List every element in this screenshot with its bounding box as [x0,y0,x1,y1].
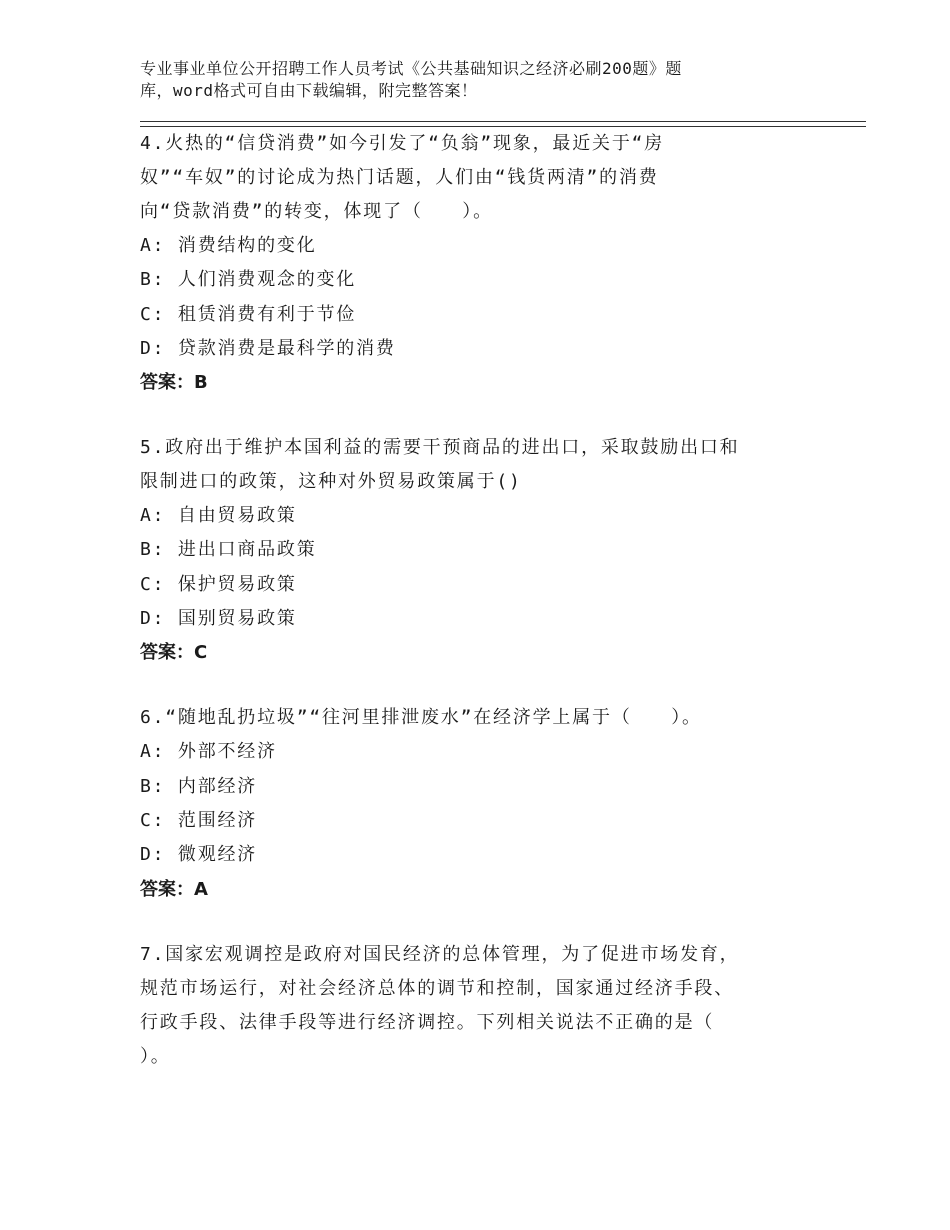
header-line-1: 专业事业单位公开招聘工作人员考试《公共基础知识之经济必刷200题》题 [140,59,682,78]
question-stem: 7.国家宏观调控是政府对国民经济的总体管理，为了促进市场发育， [140,943,740,965]
header-divider [140,121,866,122]
option-d: D: 微观经济 [140,844,258,866]
question-stem: 限制进口的政策，这种对外贸易政策属于() [140,471,522,493]
option-d: D: 国别贸易政策 [140,608,297,630]
question-stem: 行政手段、法律手段等进行经济调控。下列相关说法不正确的是（ [140,1011,715,1033]
option-a: A: 消费结构的变化 [140,235,317,256]
answer-label: 答案：C [140,642,208,664]
option-d: D: 贷款消费是最科学的消费 [140,337,396,359]
option-c: C: 保护贸易政策 [140,573,297,595]
option-b: B: 进出口商品政策 [140,539,317,561]
question-stem: ）。 [140,1045,171,1067]
question-4 [140,127,820,400]
option-c: C: 范围经济 [140,809,258,831]
option-a: A: 外部不经济 [140,741,277,763]
question-stem: 奴”“车奴”的讨论成为热门话题，人们由“钱货两清”的消费 [140,167,659,188]
option-a: A: 自由贸易政策 [140,505,297,527]
answer-label: 答案：B [140,372,208,394]
question-stem: 6.“随地乱扔垃圾”“往河里排泄废水”在经济学上属于（ ）。 [140,707,702,729]
question-list [140,127,820,1074]
option-c: C: 租赁消费有利于节俭 [140,303,357,325]
option-b: B: 人们消费观念的变化 [140,269,357,291]
question-5 [140,431,820,670]
answer-label: 答案：A [140,878,208,900]
question-stem: 向“贷款消费”的转变，体现了（ ）。 [140,201,493,222]
question-stem: 5.政府出于维护本国利益的需要干预商品的进出口，采取鼓励出口和 [140,437,740,459]
question-stem: 4.火热的“信贷消费”如今引发了“负翁”现象，最近关于“房 [140,133,665,154]
question-6 [140,701,820,906]
question-7 [140,938,820,1074]
question-stem: 规范市场运行，对社会经济总体的调节和控制，国家通过经济手段、 [140,977,734,999]
document-header [140,58,780,102]
option-b: B: 内部经济 [140,775,258,797]
header-line-2: 库，word格式可自由下载编辑，附完整答案！ [140,81,478,100]
